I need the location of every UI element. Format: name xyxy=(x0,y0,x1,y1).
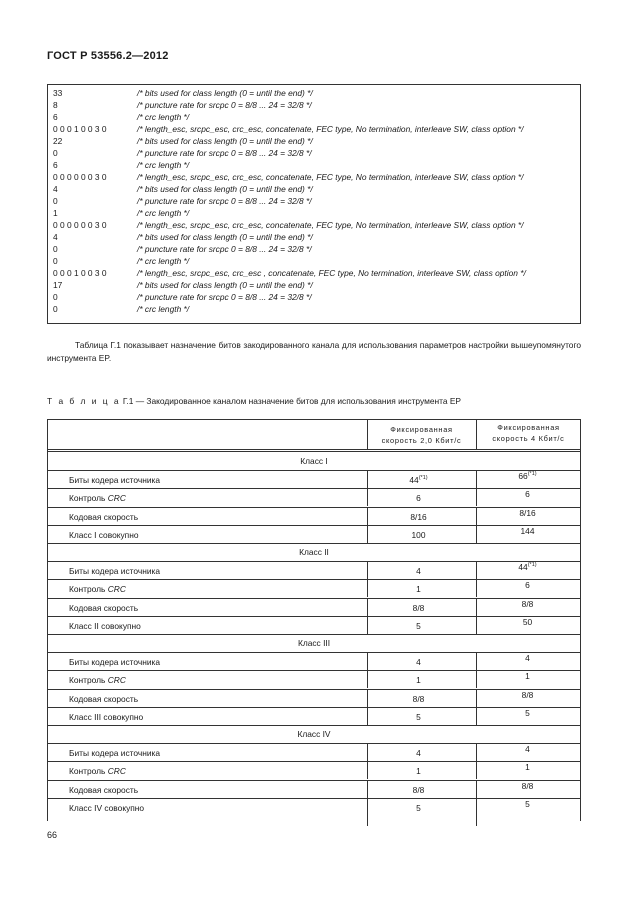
row-label xyxy=(69,562,160,580)
value-text: 5 xyxy=(416,620,421,631)
row-label-text: Класс IV совокупно xyxy=(69,802,145,813)
bit-assignment-table xyxy=(47,419,581,821)
value-2kbps xyxy=(367,653,470,671)
column-header-2kbps xyxy=(367,424,476,446)
code-comment: /* bits used for class length (0 = until the end) */ xyxy=(137,136,313,146)
paragraph-text: Таблица Г.1 показывает назначение битов закодированного канала для использования параметров настройки вышеупомянутого инструмента EP. xyxy=(47,340,581,363)
column-divider xyxy=(476,707,477,725)
row-label-text: Кодовая скорость xyxy=(69,511,139,522)
value-text: 100 xyxy=(411,529,426,540)
column-divider xyxy=(367,798,368,826)
value-text: 144 xyxy=(520,525,535,536)
column-divider xyxy=(476,419,477,449)
code-line xyxy=(48,87,580,99)
value-2kbps xyxy=(367,671,470,689)
value-text: 44 xyxy=(518,562,528,573)
value-4kbps xyxy=(476,795,579,813)
code-value: 33 xyxy=(53,88,63,98)
row-label xyxy=(69,799,144,817)
row-label xyxy=(69,599,138,617)
code-line xyxy=(48,267,580,279)
value-4kbps xyxy=(476,595,579,613)
page-number: 66 xyxy=(47,830,58,840)
code-line xyxy=(48,279,580,291)
code-value: 0 xyxy=(53,304,58,314)
value-text: 4 xyxy=(416,748,421,759)
column-divider xyxy=(367,579,368,597)
column-divider xyxy=(367,707,368,725)
row-label xyxy=(69,762,126,780)
code-value: 0 xyxy=(53,256,58,266)
code-comment: /* length_esc, srcpc_esc, crc_esc, concatenate, FEC type, No termination, interleave SW, class option */ xyxy=(137,220,524,230)
code-comment: /* puncture rate for srcpc 0 = 8/8 ... 24 = 32/8 */ xyxy=(137,148,312,158)
code-comment: /* length_esc, srcpc_esc, crc_esc, concatenate, FEC type, No termination, interleave SW, class option */ xyxy=(137,172,524,182)
footnote-ref: (*1) xyxy=(527,471,537,478)
column-header-line: скорость 2,0 Кбит/с xyxy=(381,436,462,445)
value-text: 8/8 xyxy=(412,602,425,613)
code-comment: /* crc length */ xyxy=(137,112,190,122)
row-label-text: Контроль xyxy=(69,493,108,504)
value-4kbps xyxy=(476,667,579,685)
value-2kbps xyxy=(367,744,470,762)
row-label xyxy=(69,708,143,726)
code-value: 6 xyxy=(53,112,58,122)
value-text: 1 xyxy=(525,671,530,682)
value-4kbps xyxy=(476,485,579,503)
row-label-text: Кодовая скорость xyxy=(69,784,139,795)
value-4kbps xyxy=(476,758,579,776)
value-2kbps xyxy=(367,599,470,617)
code-comment: /* bits used for class length (0 = until the end) */ xyxy=(137,184,313,194)
code-value: 8 xyxy=(53,100,58,110)
code-value: 0 0 0 1 0 0 3 0 xyxy=(53,124,107,134)
column-header-line: скорость 4 Кбит/с xyxy=(492,434,565,443)
row-label xyxy=(69,489,126,507)
code-line xyxy=(48,231,580,243)
code-comment: /* length_esc, srcpc_esc, crc_esc , concatenate, FEC type, No termination, interleave SW, class option */ xyxy=(137,268,526,278)
value-text: 5 xyxy=(525,707,530,718)
value-text: 1 xyxy=(525,762,530,773)
row-label-text: Контроль xyxy=(69,584,108,595)
value-2kbps xyxy=(367,489,470,507)
value-2kbps xyxy=(367,690,470,708)
footnote-ref: (*1) xyxy=(527,562,537,569)
code-comment: /* bits used for class length (0 = until the end) */ xyxy=(137,88,313,98)
code-value: 1 xyxy=(53,208,58,218)
code-comment: /* puncture rate for srcpc 0 = 8/8 ... 24 = 32/8 */ xyxy=(137,244,312,254)
code-value: 4 xyxy=(53,232,58,242)
value-text: 8/8 xyxy=(521,780,534,791)
column-header-4kbps xyxy=(476,422,581,444)
row-label-abbr: CRC xyxy=(107,766,126,777)
code-value: 6 xyxy=(53,160,58,170)
column-header-line: Фиксированная xyxy=(390,425,453,434)
row-label xyxy=(69,690,138,708)
code-line xyxy=(48,147,580,159)
row-label-text: Класс III совокупно xyxy=(69,711,144,722)
value-text: 4 xyxy=(525,653,530,664)
row-label xyxy=(69,580,126,598)
value-text: 50 xyxy=(522,616,533,627)
value-4kbps xyxy=(476,777,579,795)
code-comment: /* crc length */ xyxy=(137,256,190,266)
row-label xyxy=(69,781,138,799)
value-text: 8/16 xyxy=(410,511,427,522)
column-divider xyxy=(367,470,368,488)
row-label xyxy=(69,653,160,671)
body-paragraph xyxy=(47,339,581,365)
code-line xyxy=(48,195,580,207)
class-title-row: Класс I xyxy=(300,456,328,466)
column-divider xyxy=(367,507,368,525)
column-divider xyxy=(476,525,477,543)
code-comment: /* length_esc, srcpc_esc, crc_esc, concatenate, FEC type, No termination, interleave SW, class option */ xyxy=(137,124,524,134)
value-text: 1 xyxy=(416,584,421,595)
code-comment: /* crc length */ xyxy=(137,208,190,218)
column-divider xyxy=(476,616,477,634)
document-header: ГОСТ Р 53556.2—2012 xyxy=(47,50,169,62)
column-divider xyxy=(476,798,477,826)
value-text: 5 xyxy=(416,802,421,813)
row-label xyxy=(69,744,160,762)
code-line xyxy=(48,111,580,123)
column-divider xyxy=(367,761,368,779)
column-divider xyxy=(367,616,368,634)
value-text: 4 xyxy=(416,566,421,577)
row-label-text: Контроль xyxy=(69,675,108,686)
code-value: 17 xyxy=(53,280,63,290)
code-value: 0 xyxy=(53,244,58,254)
row-label-text: Биты кодера источника xyxy=(69,566,161,577)
code-value: 4 xyxy=(53,184,58,194)
code-value: 0 0 0 0 0 0 3 0 xyxy=(53,220,107,230)
code-line xyxy=(48,123,580,135)
value-4kbps xyxy=(476,558,579,576)
value-text: 8/8 xyxy=(412,784,425,795)
row-label-text: Класс I совокупно xyxy=(69,529,139,540)
value-4kbps xyxy=(476,740,579,758)
value-text: 66 xyxy=(518,471,528,482)
value-4kbps xyxy=(476,613,579,631)
value-2kbps xyxy=(367,508,470,526)
value-2kbps xyxy=(367,562,470,580)
row-label-text: Биты кодера источника xyxy=(69,748,161,759)
table-border-top xyxy=(47,419,581,420)
value-2kbps xyxy=(367,799,470,817)
code-value: 0 xyxy=(53,196,58,206)
row-label-text: Кодовая скорость xyxy=(69,693,139,704)
row-label-abbr: CRC xyxy=(107,675,126,686)
code-comment: /* crc length */ xyxy=(137,304,190,314)
row-label-text: Класс II совокупно xyxy=(69,620,141,631)
value-text: 4 xyxy=(416,657,421,668)
value-2kbps xyxy=(367,471,470,489)
column-divider xyxy=(367,780,368,798)
value-text: 1 xyxy=(416,766,421,777)
code-line xyxy=(48,243,580,255)
value-4kbps xyxy=(476,704,579,722)
code-value: 0 0 0 1 0 0 3 0 xyxy=(53,268,107,278)
row-label-text: Контроль xyxy=(69,766,108,777)
row-label-text: Биты кодера источника xyxy=(69,475,161,486)
code-line xyxy=(48,135,580,147)
value-4kbps xyxy=(476,686,579,704)
code-line xyxy=(48,255,580,267)
column-divider xyxy=(367,488,368,506)
caption-prefix: Т а б л и ц а xyxy=(47,396,121,406)
code-line xyxy=(48,291,580,303)
value-2kbps xyxy=(367,708,470,726)
column-divider xyxy=(367,743,368,761)
row-label xyxy=(69,526,139,544)
code-line xyxy=(48,303,580,315)
code-line xyxy=(48,219,580,231)
value-2kbps xyxy=(367,617,470,635)
column-divider xyxy=(367,598,368,616)
code-line xyxy=(48,183,580,195)
code-value: 22 xyxy=(53,136,63,146)
value-text: 5 xyxy=(416,711,421,722)
code-value: 0 xyxy=(53,292,58,302)
table-caption xyxy=(47,396,461,406)
column-divider xyxy=(367,652,368,670)
column-divider xyxy=(367,561,368,579)
code-comment: /* bits used for class length (0 = until the end) */ xyxy=(137,232,313,242)
value-text: 8/8 xyxy=(521,598,534,609)
value-text: 6 xyxy=(525,580,530,591)
code-value: 0 0 0 0 0 0 3 0 xyxy=(53,172,107,182)
value-text: 6 xyxy=(525,489,530,500)
column-divider xyxy=(367,689,368,707)
value-text: 5 xyxy=(525,798,530,809)
row-label-abbr: CRC xyxy=(107,584,126,595)
class-title-row: Класс II xyxy=(299,547,329,557)
value-text: 44 xyxy=(409,475,419,486)
value-2kbps xyxy=(367,580,470,598)
value-text: 8/8 xyxy=(521,689,534,700)
row-label-text: Биты кодера источника xyxy=(69,657,161,668)
value-2kbps xyxy=(367,781,470,799)
code-comment: /* crc length */ xyxy=(137,160,190,170)
code-value: 0 xyxy=(53,148,58,158)
value-4kbps xyxy=(476,576,579,594)
class-title-row: Класс IV xyxy=(297,729,331,739)
row-label-text: Кодовая скорость xyxy=(69,602,139,613)
row-label xyxy=(69,617,141,635)
value-text: 1 xyxy=(416,675,421,686)
footnote-ref: (*1) xyxy=(418,475,428,482)
header-bottom-rule xyxy=(47,449,581,450)
value-2kbps xyxy=(367,762,470,780)
caption-text: Г.1 — Закодированное каналом назначение битов для использования инструмента EP xyxy=(122,396,462,406)
value-4kbps xyxy=(476,467,579,485)
code-line xyxy=(48,207,580,219)
row-label xyxy=(69,671,126,689)
row-label-abbr: CRC xyxy=(107,493,126,504)
value-text: 8/8 xyxy=(412,693,425,704)
code-comment: /* puncture rate for srcpc 0 = 8/8 ... 24 = 32/8 */ xyxy=(137,292,312,302)
code-line xyxy=(48,171,580,183)
column-divider xyxy=(367,419,368,449)
value-4kbps xyxy=(476,649,579,667)
value-text: 6 xyxy=(416,493,421,504)
column-divider xyxy=(367,670,368,688)
column-header-line: Фиксированная xyxy=(497,423,560,432)
code-comment: /* puncture rate for srcpc 0 = 8/8 ... 24 = 32/8 */ xyxy=(137,196,312,206)
column-divider xyxy=(367,525,368,543)
value-text: 4 xyxy=(525,744,530,755)
code-line xyxy=(48,99,580,111)
code-comment: /* bits used for class length (0 = until the end) */ xyxy=(137,280,313,290)
value-text: 8/16 xyxy=(519,507,536,518)
code-listing-box xyxy=(47,84,581,324)
row-label xyxy=(69,471,160,489)
class-title-row: Класс III xyxy=(297,638,331,648)
value-4kbps xyxy=(476,504,579,522)
value-2kbps xyxy=(367,526,470,544)
code-comment: /* puncture rate for srcpc 0 = 8/8 ... 24 = 32/8 */ xyxy=(137,100,312,110)
code-line xyxy=(48,159,580,171)
value-4kbps xyxy=(476,522,579,540)
row-label xyxy=(69,508,138,526)
